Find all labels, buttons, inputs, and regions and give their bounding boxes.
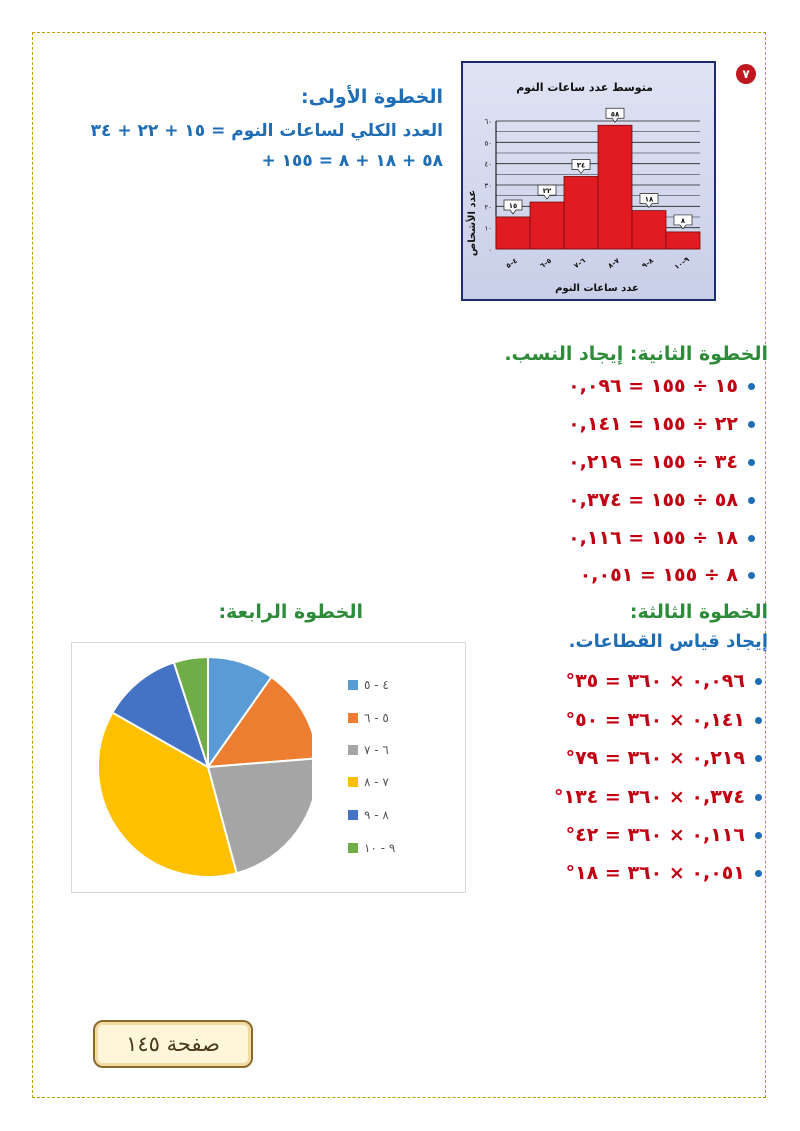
histogram-bar	[632, 211, 666, 249]
angle-equation: ٠,١٤١ × ٣٦٠ = ٥٠°	[565, 709, 745, 731]
angle-equation: ٠,١١٦ × ٣٦٠ = ٤٢°	[565, 824, 745, 846]
angle-equation: ٠,٣٧٤ × ٣٦٠ = ١٣٤°	[553, 786, 745, 808]
bullet-icon	[748, 572, 755, 579]
bullet-icon	[755, 678, 762, 685]
step3-item	[566, 668, 762, 694]
histogram-chart	[463, 63, 714, 299]
x-tick-label: ٨–٩	[640, 256, 656, 271]
legend-swatch	[348, 843, 358, 853]
legend-item	[348, 841, 395, 855]
y-tick-label: ٥٠	[484, 139, 492, 148]
bar-value-label: ٨	[680, 216, 686, 225]
ratio-equation: ٨ ÷ ١٥٥ = ٠,٠٥١	[579, 564, 738, 586]
legend-swatch	[348, 777, 358, 787]
bar-value-label: ٣٤	[576, 161, 586, 170]
legend-swatch	[348, 745, 358, 755]
x-tick-label: ٥–٦	[538, 256, 554, 271]
step2-item	[568, 525, 755, 551]
x-tick-label: ٤–٥	[504, 256, 520, 271]
legend-label: ٦ - ٧	[364, 743, 389, 757]
legend-swatch	[348, 680, 358, 690]
pie-chart	[72, 643, 312, 892]
y-tick-label: ١٠	[484, 224, 492, 233]
legend-label: ٥ - ٦	[364, 711, 389, 725]
legend-label: ٩ - ١٠	[364, 841, 396, 855]
legend-label: ٤ - ٥	[364, 678, 389, 692]
x-tick-label: ٩–١٠	[672, 255, 691, 272]
legend-label: ٧ - ٨	[364, 775, 389, 789]
legend-item	[348, 678, 389, 692]
angle-equation: ٠,٠٥١ × ٣٦٠ = ١٨°	[565, 862, 745, 884]
step2-item	[568, 449, 755, 475]
y-tick-label: ٦٠	[484, 118, 492, 126]
ratio-equation: ١٥ ÷ ١٥٥ = ٠,٠٩٦	[568, 375, 738, 397]
step3-item	[566, 860, 762, 886]
step2-item	[580, 562, 755, 588]
bar-value-label: ٢٢	[542, 187, 552, 196]
question-number: ٧	[742, 67, 750, 81]
step2-item	[568, 411, 755, 437]
step3-item	[566, 745, 762, 771]
step2-item	[568, 373, 755, 399]
legend-item	[348, 711, 389, 725]
y-tick-label: ٤٠	[484, 160, 492, 169]
page-number-label: صفحة ١٤٥	[126, 1032, 220, 1056]
ratio-equation: ٥٨ ÷ ١٥٥ = ٠,٣٧٤	[568, 489, 738, 511]
angle-equation: ٠,٢١٩ × ٣٦٠ = ٧٩°	[565, 747, 745, 769]
bullet-icon	[748, 421, 755, 428]
histogram-figure	[461, 61, 716, 301]
legend-item	[348, 775, 389, 789]
step4-heading: الخطوة الرابعة:	[218, 601, 363, 623]
bullet-icon	[748, 459, 755, 466]
legend-swatch	[348, 810, 358, 820]
step2-item	[568, 487, 755, 513]
legend-item	[348, 808, 389, 822]
page-number-badge	[93, 1020, 253, 1068]
pie-chart-box	[71, 642, 466, 893]
histogram-ylabel: عدد الأشخاص	[467, 189, 478, 257]
ratio-equation: ٢٢ ÷ ١٥٥ = ٠,١٤١	[568, 413, 738, 435]
bullet-icon	[755, 794, 762, 801]
question-number-badge	[736, 64, 756, 84]
legend-label: ٨ - ٩	[364, 808, 389, 822]
step3-subheading: إيجاد قياس القطاعات.	[568, 631, 768, 652]
step3-item	[554, 784, 762, 810]
bullet-icon	[748, 535, 755, 542]
histogram-bar	[666, 232, 700, 249]
y-tick-label: ٠	[488, 246, 492, 254]
angle-equation: ٠,٠٩٦ × ٣٦٠ = ٣٥°	[565, 670, 745, 692]
bullet-icon	[755, 717, 762, 724]
x-tick-label: ٧–٨	[606, 256, 622, 271]
bullet-icon	[755, 755, 762, 762]
step3-item	[566, 707, 762, 733]
histogram-bar	[530, 202, 564, 249]
bar-value-label: ٥٨	[610, 110, 620, 119]
step1-heading: الخطوة الأولى:	[300, 86, 443, 108]
histogram-title: متوسط عدد ساعات النوم	[516, 81, 653, 94]
step1-line2: + ٥٨ + ١٨ + ٨ = ١٥٥	[261, 151, 443, 171]
y-tick-label: ٢٠	[484, 203, 492, 212]
ratio-equation: ٣٤ ÷ ١٥٥ = ٠,٢١٩	[568, 451, 738, 473]
step1-line1: العدد الكلي لساعات النوم = ١٥ + ٢٢ + ٣٤	[90, 121, 443, 141]
bullet-icon	[755, 832, 762, 839]
x-tick-label: ٦–٧	[572, 256, 588, 271]
legend-swatch	[348, 713, 358, 723]
bullet-icon	[748, 383, 755, 390]
step3-item	[566, 822, 762, 848]
bar-value-label: ١٥	[508, 202, 518, 210]
ratio-equation: ١٨ ÷ ١٥٥ = ٠,١١٦	[568, 527, 738, 549]
histogram-bar	[598, 125, 632, 249]
histogram-xlabel: عدد ساعات النوم	[555, 283, 639, 294]
histogram-bar	[564, 176, 598, 249]
y-tick-label: ٣٠	[484, 182, 492, 190]
step2-heading: الخطوة الثانية: إيجاد النسب.	[504, 343, 768, 365]
bar-value-label: ١٨	[644, 195, 654, 204]
histogram-bar	[496, 217, 530, 249]
step3-heading: الخطوة الثالثة:	[629, 601, 768, 623]
bullet-icon	[748, 497, 755, 504]
legend-item	[348, 743, 389, 757]
bullet-icon	[755, 870, 762, 877]
